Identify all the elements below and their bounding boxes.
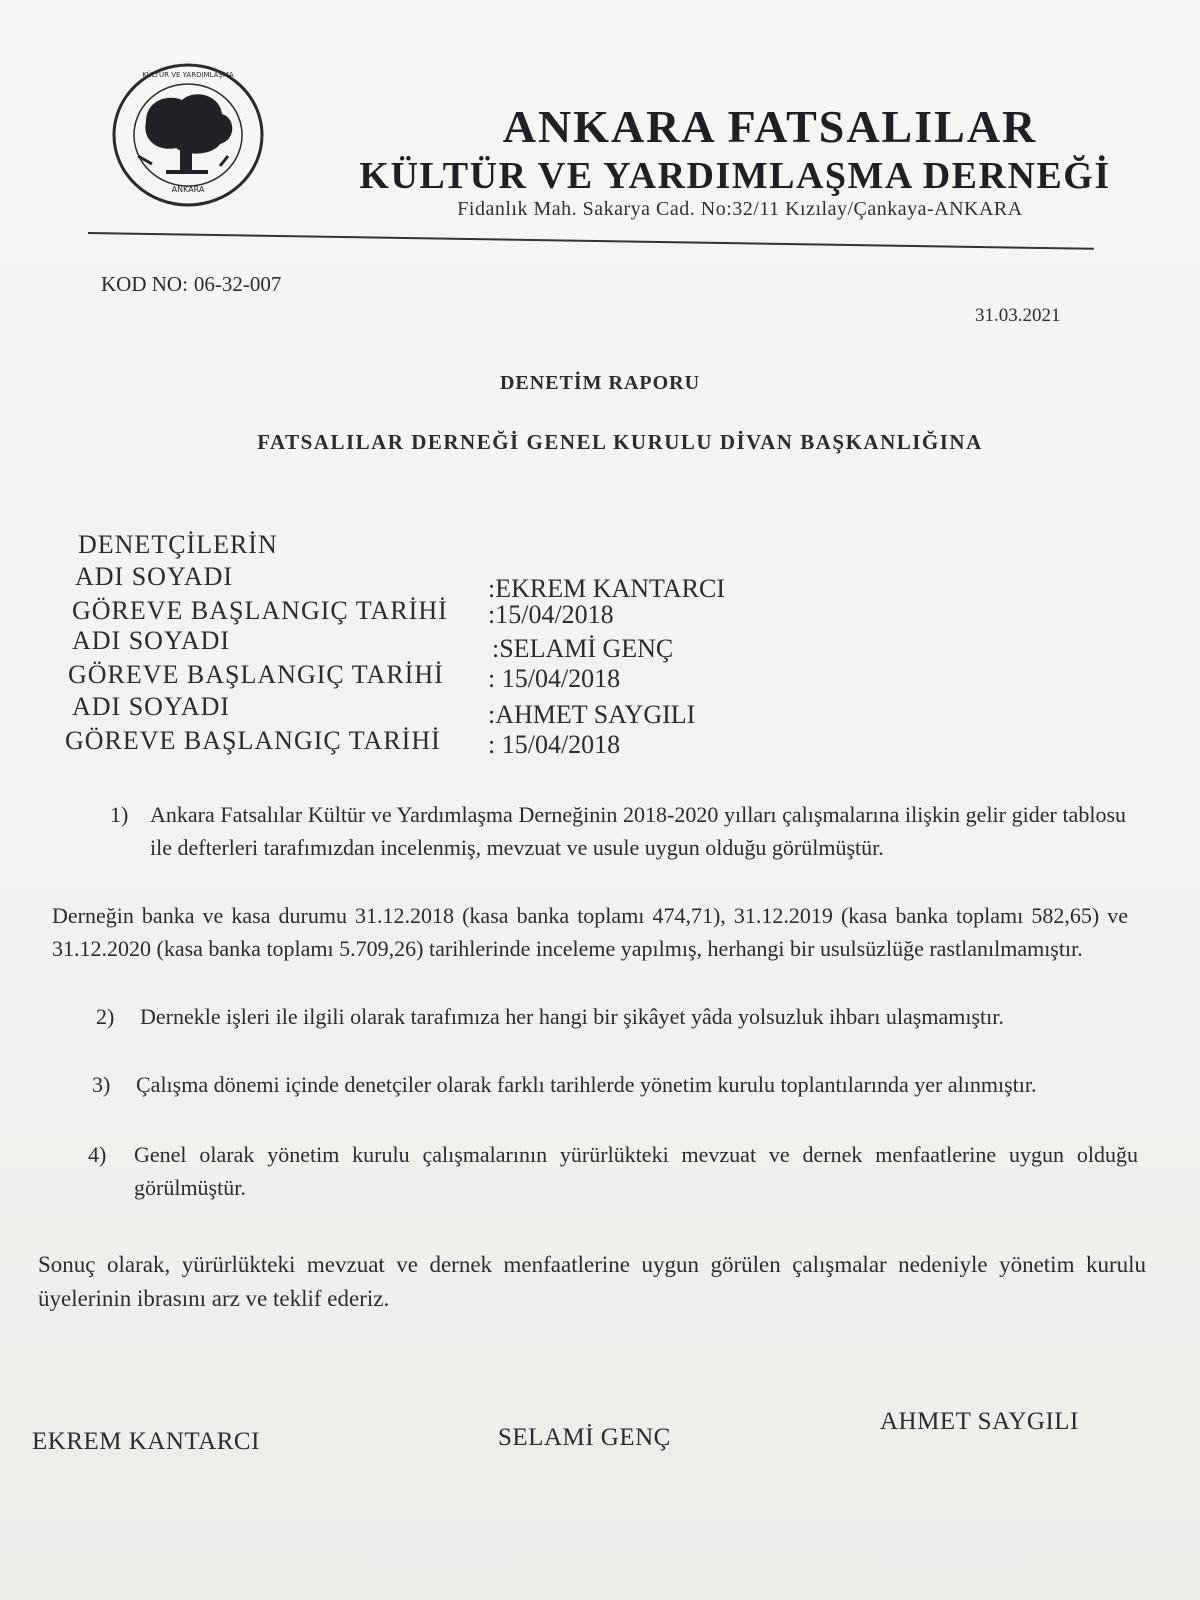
signature-ekrem-kantarci: EKREM KANTARCI bbox=[32, 1428, 260, 1455]
item-text: Çalışma dönemi içinde denetçiler olarak farklı tarihlerde yönetim kurulu toplantılarında yer alınmıştır. bbox=[136, 1072, 1037, 1097]
letterhead bbox=[100, 60, 1111, 260]
auditor-value: : 15/04/2018 bbox=[488, 730, 621, 759]
auditor-value: :EKREM KANTARCI bbox=[488, 574, 725, 603]
organization-address: Fidanlık Mah. Sakarya Cad. No:32/11 Kızılay/Çankaya-ANKARA bbox=[457, 198, 1023, 220]
header-divider bbox=[88, 232, 1094, 250]
item-number: 4) bbox=[88, 1142, 107, 1167]
report-item-3 bbox=[92, 1068, 1136, 1134]
signature-selami-genc: SELAMİ GENÇ bbox=[498, 1424, 671, 1451]
item-text: Ankara Fatsalılar Kültür ve Yardımlaşma Derneğinin 2018-2020 yılları çalışmalarına ilişkin gelir gider tablosu ile defterleri tarafımızdan incelenmiş, mevzuat ve usule uygun olduğu görülmüştür. bbox=[150, 802, 1126, 860]
code-number bbox=[95, 272, 281, 297]
auditor-value: :15/04/2018 bbox=[488, 600, 614, 629]
auditor-row bbox=[0, 692, 1200, 729]
report-item-2 bbox=[96, 1000, 1132, 1066]
item-number: 3) bbox=[92, 1072, 111, 1097]
auditor-row bbox=[0, 596, 1200, 628]
auditor-label: GÖREVE BAŞLANGIÇ TARİHİ bbox=[65, 726, 441, 755]
report-item-4 bbox=[88, 1138, 1138, 1204]
bank-status-paragraph: Derneğin banka ve kasa durumu 31.12.2018 (kasa banka toplamı 474,71), 31.12.2019 (kasa banka toplamı 582,65) ve 31.12.2020 (kasa banka toplamı 5.709,26) tarihlerinde inceleme yapılmış, herhangi bir usulsüzlüğe rastlanılmamıştır. bbox=[52, 903, 1128, 961]
report-item-1 bbox=[110, 798, 1126, 898]
auditor-row bbox=[0, 726, 1200, 758]
organization-subtitle: KÜLTÜR VE YARDIMLAŞMA DERNEĞİ bbox=[359, 155, 1111, 197]
auditor-label: GÖREVE BAŞLANGIÇ TARİHİ bbox=[68, 660, 444, 689]
auditor-row bbox=[0, 660, 1200, 692]
association-seal-logo bbox=[108, 60, 268, 210]
organization-name: ANKARA FATSALILAR bbox=[502, 101, 1038, 152]
document-date: 31.03.2021 bbox=[975, 305, 1061, 326]
item-number: 2) bbox=[96, 1004, 115, 1029]
conclusion-paragraph: Sonuç olarak, yürürlükteki mevzuat ve dernek menfaatlerine uygun görülen çalışmalar nedeniyle yönetim kurulu üyelerinin ibrasını arz ve teklif ederiz. bbox=[38, 1252, 1146, 1311]
item-text: Dernekle işleri ile ilgili olarak tarafımıza her hangi bir şikâyet yâda yolsuzluk ihbarı ulaşmamıştır. bbox=[140, 1004, 1004, 1029]
report-title: DENETİM RAPORU bbox=[499, 372, 701, 394]
item-number: 1) bbox=[110, 802, 129, 827]
auditor-label: ADI SOYADI bbox=[72, 692, 231, 721]
signature-ahmet-saygili: AHMET SAYGILI bbox=[880, 1408, 1079, 1435]
auditor-row bbox=[0, 562, 1200, 603]
auditors-heading: DENETÇİLERİN bbox=[78, 530, 278, 559]
auditor-value: : 15/04/2018 bbox=[488, 664, 621, 693]
code-value: 06-32-007 bbox=[193, 272, 282, 296]
svg-text:KÜLTÜR VE YARDIMLAŞMA: KÜLTÜR VE YARDIMLAŞMA bbox=[142, 71, 234, 79]
svg-text:ANKARA: ANKARA bbox=[171, 185, 205, 194]
auditor-value: :AHMET SAYGILI bbox=[488, 700, 696, 729]
auditor-value: :SELAMİ GENÇ bbox=[492, 634, 674, 663]
auditor-label: GÖREVE BAŞLANGIÇ TARİHİ bbox=[72, 596, 448, 625]
auditor-label: ADI SOYADI bbox=[75, 562, 234, 591]
code-label: KOD NO: bbox=[101, 272, 188, 296]
auditor-label: ADI SOYADI bbox=[72, 626, 231, 655]
addressee-title: FATSALILAR DERNEĞİ GENEL KURULU DİVAN BAŞKANLIĞINA bbox=[257, 430, 983, 454]
item-text: Genel olarak yönetim kurulu çalışmalarının yürürlükteki mevzuat ve dernek menfaatlerine uygun olduğu görülmüştür. bbox=[134, 1142, 1138, 1200]
auditor-row bbox=[0, 626, 1200, 663]
